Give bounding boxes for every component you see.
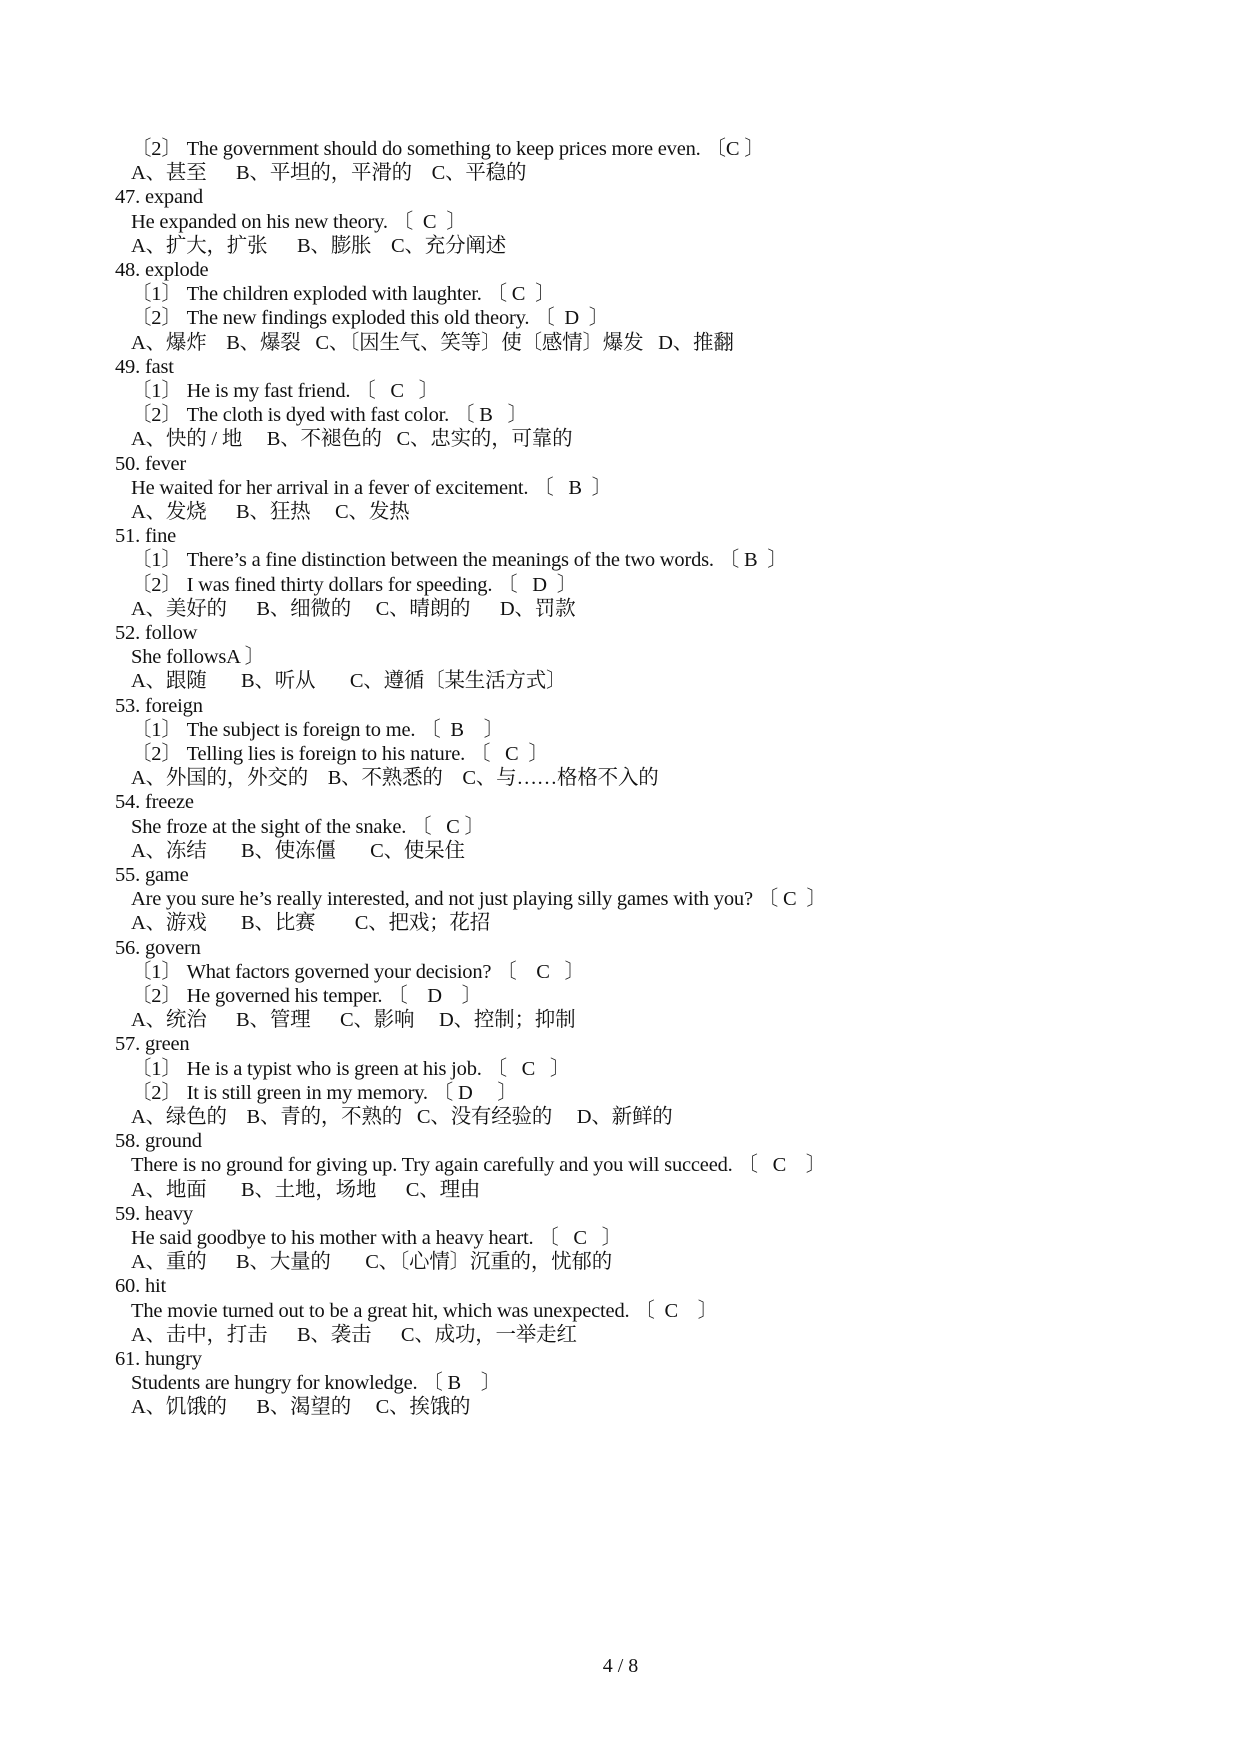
answer-options: A、击中，打击 B、袭击 C、成功，一举走红 xyxy=(131,1323,577,1346)
word-heading: 61. hungry xyxy=(115,1348,202,1370)
example-sentence: He said goodbye to his mother with a heavy heart. 〔 C 〕 xyxy=(131,1227,622,1249)
word-heading: 47. expand xyxy=(115,186,203,209)
word-heading: 54. freeze xyxy=(115,791,194,814)
numbered-example-sentence: 〔2〕 I was fined thirty dollars for speeding. 〔 D 〕 xyxy=(131,573,578,596)
answer-options: A、跟随 B、听从 C、遵循〔某生活方式〕 xyxy=(131,670,567,693)
word-heading: 60. hit xyxy=(115,1275,166,1298)
answer-options: A、重的 B、大量的 C、〔心情〕沉重的，忧郁的 xyxy=(131,1251,613,1274)
answer-options: A、统治 B、管理 C、影响 D、控制；抑制 xyxy=(131,1009,576,1032)
answer-options: A、冻结 B、使冻僵 C、使呆住 xyxy=(131,839,465,862)
word-heading: 53. foreign xyxy=(115,694,203,717)
word-heading: 57. green xyxy=(115,1033,190,1056)
answer-options: A、地面 B、土地，场地 C、理由 xyxy=(131,1178,481,1201)
numbered-example-sentence: 〔2〕 The government should do something to keep prices more even. 〔C 〕 xyxy=(131,138,765,160)
answer-options: A、发烧 B、狂热 C、发热 xyxy=(131,501,410,523)
answer-options: A、美好的 B、细微的 C、晴朗的 D、罚款 xyxy=(131,597,576,620)
word-heading: 48. explode xyxy=(115,259,209,281)
page-number: 4 / 8 xyxy=(602,1655,639,1677)
answer-options: A、游戏 B、比赛 C、把戏；花招 xyxy=(131,912,491,935)
numbered-example-sentence: 〔1〕 He is a typist who is green at his job. 〔 C 〕 xyxy=(131,1057,571,1080)
word-heading: 58. ground xyxy=(115,1130,202,1153)
word-heading: 50. fever xyxy=(115,452,187,475)
word-heading: 51. fine xyxy=(115,525,177,548)
word-heading: 55. game xyxy=(115,864,189,886)
example-sentence: He expanded on his new theory. 〔 C 〕 xyxy=(131,210,467,233)
numbered-example-sentence: 〔2〕 The cloth is dyed with fast color. 〔 B 〕 xyxy=(131,404,528,427)
answer-options: A、快的 / 地 B、不褪色的 C、忠实的，可靠的 xyxy=(131,428,573,451)
numbered-example-sentence: 〔2〕 Telling lies is foreign to his nature. 〔 C 〕 xyxy=(131,743,549,765)
answer-options: A、扩大，扩张 B、膨胀 C、充分阐述 xyxy=(131,234,507,257)
numbered-example-sentence: 〔1〕 What factors governed your decision? 〔 C 〕 xyxy=(131,960,585,983)
answer-options: A、外国的，外交的 B、不熟悉的 C、与……格格不入的 xyxy=(131,767,659,790)
example-sentence: There is no ground for giving up. Try again carefully and you will succeed. 〔 C 〕 xyxy=(131,1154,827,1177)
word-heading: 59. heavy xyxy=(115,1202,193,1225)
example-sentence: He waited for her arrival in a fever of excitement. 〔 B 〕 xyxy=(131,476,612,499)
example-sentence: Students are hungry for knowledge. 〔 B 〕 xyxy=(131,1372,502,1395)
numbered-example-sentence: 〔2〕 The new findings exploded this old theory. 〔 D 〕 xyxy=(131,307,610,330)
example-sentence: She followsA 〕 xyxy=(131,646,265,669)
answer-options: A、饥饿的 B、渴望的 C、挨饿的 xyxy=(131,1396,471,1419)
numbered-example-sentence: 〔1〕 He is my fast friend. 〔 C 〕 xyxy=(131,380,439,402)
numbered-example-sentence: 〔2〕 It is still green in my memory. 〔 D 〕 xyxy=(131,1081,518,1104)
example-sentence: The movie turned out to be a great hit, which was unexpected. 〔 C 〕 xyxy=(131,1299,718,1322)
answer-options: A、甚至 B、平坦的，平滑的 C、平稳的 xyxy=(131,162,527,185)
word-heading: 52. follow xyxy=(115,622,198,644)
example-sentence: She froze at the sight of the snake. 〔 C 〕 xyxy=(131,815,485,838)
numbered-example-sentence: 〔1〕 There’s a fine distinction between the meanings of the two words. 〔 B 〕 xyxy=(131,549,788,572)
word-heading: 49. fast xyxy=(115,355,174,378)
answer-options: A、爆炸 B、爆裂 C、〔因生气、笑等〕使〔感情〕爆发 D、推翻 xyxy=(131,331,734,354)
numbered-example-sentence: 〔2〕 He governed his temper. 〔 D 〕 xyxy=(131,985,482,1007)
numbered-example-sentence: 〔1〕 The subject is foreign to me. 〔 B 〕 xyxy=(131,718,504,741)
answer-options: A、绿色的 B、青的，不熟的 C、没有经验的 D、新鲜的 xyxy=(131,1106,673,1128)
example-sentence: Are you sure he’s really interested, and not just playing silly games with you? 〔 C 〕 xyxy=(131,888,827,911)
numbered-example-sentence: 〔1〕 The children exploded with laughter. 〔 C 〕 xyxy=(131,283,556,306)
word-heading: 56. govern xyxy=(115,936,201,959)
